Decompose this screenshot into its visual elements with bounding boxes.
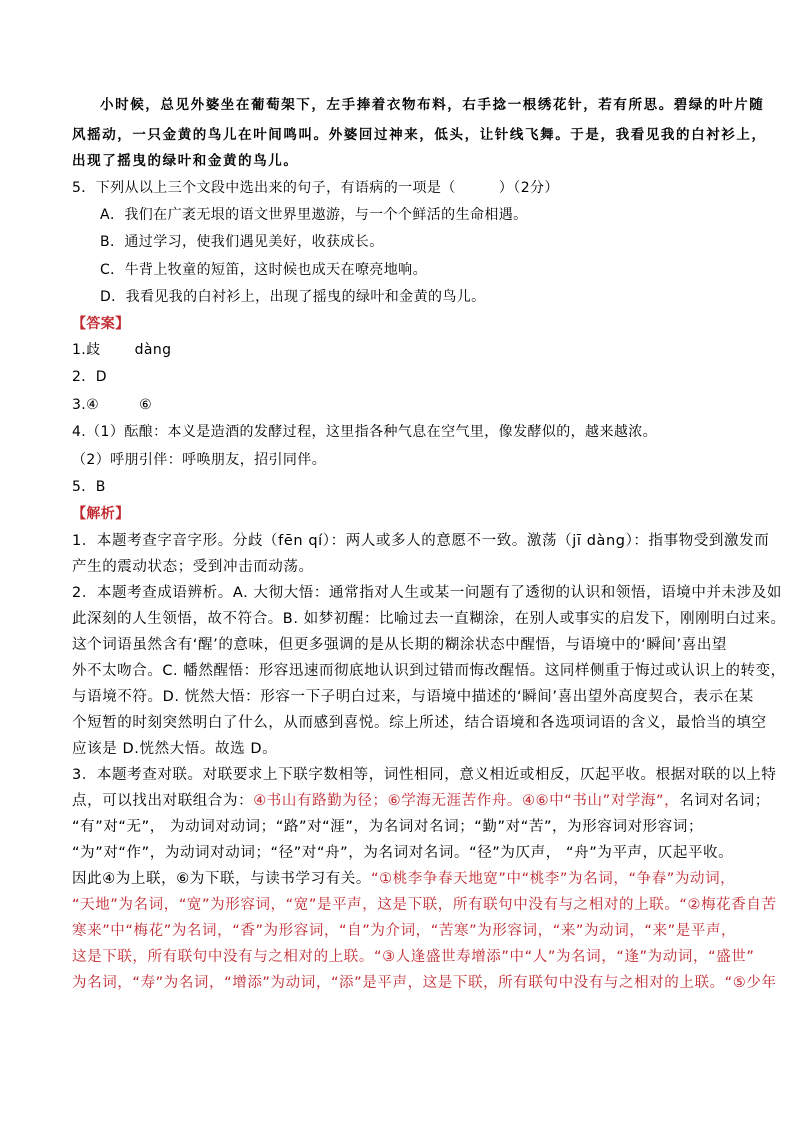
option-d: D．我看见我的白衬衫上，出现了摇曳的绿叶和金黄的鸟儿。 [100, 289, 486, 305]
analysis-red-text: “①桃李争春天地宽”中“桃李”为名词，“争春”为动词， [371, 871, 736, 887]
answer-5: 5．B [72, 479, 106, 495]
analysis-line: 个短暂的时刻突然明白了什么，从而感到喜悦。综上所述，结合语境和各选项词语的含义，最恰当的填空 [72, 715, 767, 731]
answer-4-1: 4.（1）酝酿：本义是造酒的发酵过程，这里指各种气息在空气里，像发酵似的，越来越浓。 [72, 424, 658, 440]
analysis-line: 寒来”中“梅花”为名词，“香”为形容词，“自”为介词，“苦寒”为形容词，“来”为动词，“来”是平声， [72, 923, 737, 939]
answer-3-b: ⑥ [139, 397, 153, 413]
analysis-line: 这个词语虽然含有‘醒’的意味，但更多强调的是从长期的糊涂状态中醒悟，与语境中的‘瞬间’喜出望 [72, 637, 728, 653]
analysis-line: 此深刻的人生领悟，故不符合。B. 如梦初醒：比喻过去一直糊涂，在别人或事实的启发下，刚刚明白过来。 [72, 611, 786, 627]
answer-1-pinyin: dàng [134, 342, 172, 358]
analysis-line: 外不太吻合。C. 幡然醒悟：形容迅速而彻底地认识到过错而悔改醒悟。这同样侧重于悔过或认识上的转变， [72, 663, 786, 679]
analysis-line: “为”对“作”，为动词对动词；“径”对“舟”，为名词对名词。“径”为仄声， “舟”为平声，仄起平收。 [72, 845, 734, 861]
analysis-line: 这是下联，所有联句中没有与之相对的上联。“③人逢盛世寿增添”中“人”为名词，“逢”为动词，“盛世” [72, 949, 755, 965]
analysis-line: 为名词，“寿”为名词，“增添”为动词，“添”是平声，这是下联，所有联句中没有与之相对的上联。“⑤少年 [72, 975, 777, 991]
passage-line-1: 小时候，总见外婆坐在葡萄架下，左手捧着衣物布料，右手捻一根绣花针，若有所思。碧绿的叶片随 [100, 97, 765, 113]
analysis-heading: 【解析】 [72, 506, 130, 522]
option-c: C．牛背上牧童的短笛，这时候也成天在嘹亮地响。 [100, 262, 427, 278]
analysis-line [72, 791, 770, 811]
analysis-line: 与语境不符。D. 恍然大悟：形容一下子明白过来，与语境中描述的‘瞬间’喜出望外高度契合，表示在某 [72, 689, 754, 705]
question-stem: 5．下列从以上三个文段中选出来的句子，有语病的一项是（ ）（2分） [72, 180, 559, 196]
analysis-line: 2．本题考查成语辨析。A. 大彻大悟：通常指对人生或某一问题有了透彻的认识和领悟，语境中并未涉及如 [72, 585, 783, 601]
passage-line-3: 出现了摇曳的绿叶和金黄的鸟儿。 [72, 153, 299, 169]
option-b: B．通过学习，使我们遇见美好，收获成长。 [100, 234, 384, 250]
analysis-line: “有”对“无”， 为动词对动词；“路”对“涯”，为名词对名词；“勤”对“苦”，为形容词对形容词； [72, 819, 704, 835]
analysis-line: 产生的震动状态；受到冲击而动荡。 [72, 559, 314, 575]
analysis-text: 因此④为上联，⑥为下联，与读书学习有关。 [72, 871, 371, 887]
answer-3-a: 3.④ [72, 397, 100, 413]
answer-heading: 【答案】 [72, 316, 130, 332]
passage-line-2: 风摇动，一只金黄的鸟儿在叶间鸣叫。外婆回过神来，低头，让针线飞舞。于是，我看见我的白衬衫上， [72, 127, 767, 143]
answer-1 [72, 340, 171, 360]
analysis-line: “天地”为名词，“宽”为形容词，“宽”是平声，这是下联，所有联句中没有与之相对的上联。“②梅花香自苦 [72, 897, 777, 913]
analysis-line: 3．本题考查对联。对联要求上下联字数相等，词性相同，意义相近或相反，仄起平收。根据对联的以上特 [72, 767, 777, 783]
answer-4-2: （2）呼朋引伴：呼唤朋友，招引同伴。 [72, 452, 327, 468]
analysis-line [72, 869, 735, 889]
analysis-text: 点，可以找出对联组合为： [72, 793, 254, 809]
answer-1-char: 1.歧 [72, 342, 101, 358]
analysis-line: 1．本题考查字音字形。分歧（fēn qí）：两人或多人的意愿不一致。激荡（jī dàng）：指事物受到激发而 [72, 533, 770, 549]
option-a: A．我们在广袤无垠的语文世界里遨游，与一个个鲜活的生命相遇。 [100, 207, 528, 223]
analysis-text: 名词对名词； [679, 793, 770, 809]
answer-2: 2．D [72, 369, 107, 385]
analysis-red-text: ④书山有路勤为径；⑥学海无涯苦作舟。④⑥中“书山”对学海”， [253, 793, 680, 809]
answer-3 [72, 395, 152, 415]
analysis-line: 应该是 D.恍然大悟。故选 D。 [72, 741, 278, 757]
